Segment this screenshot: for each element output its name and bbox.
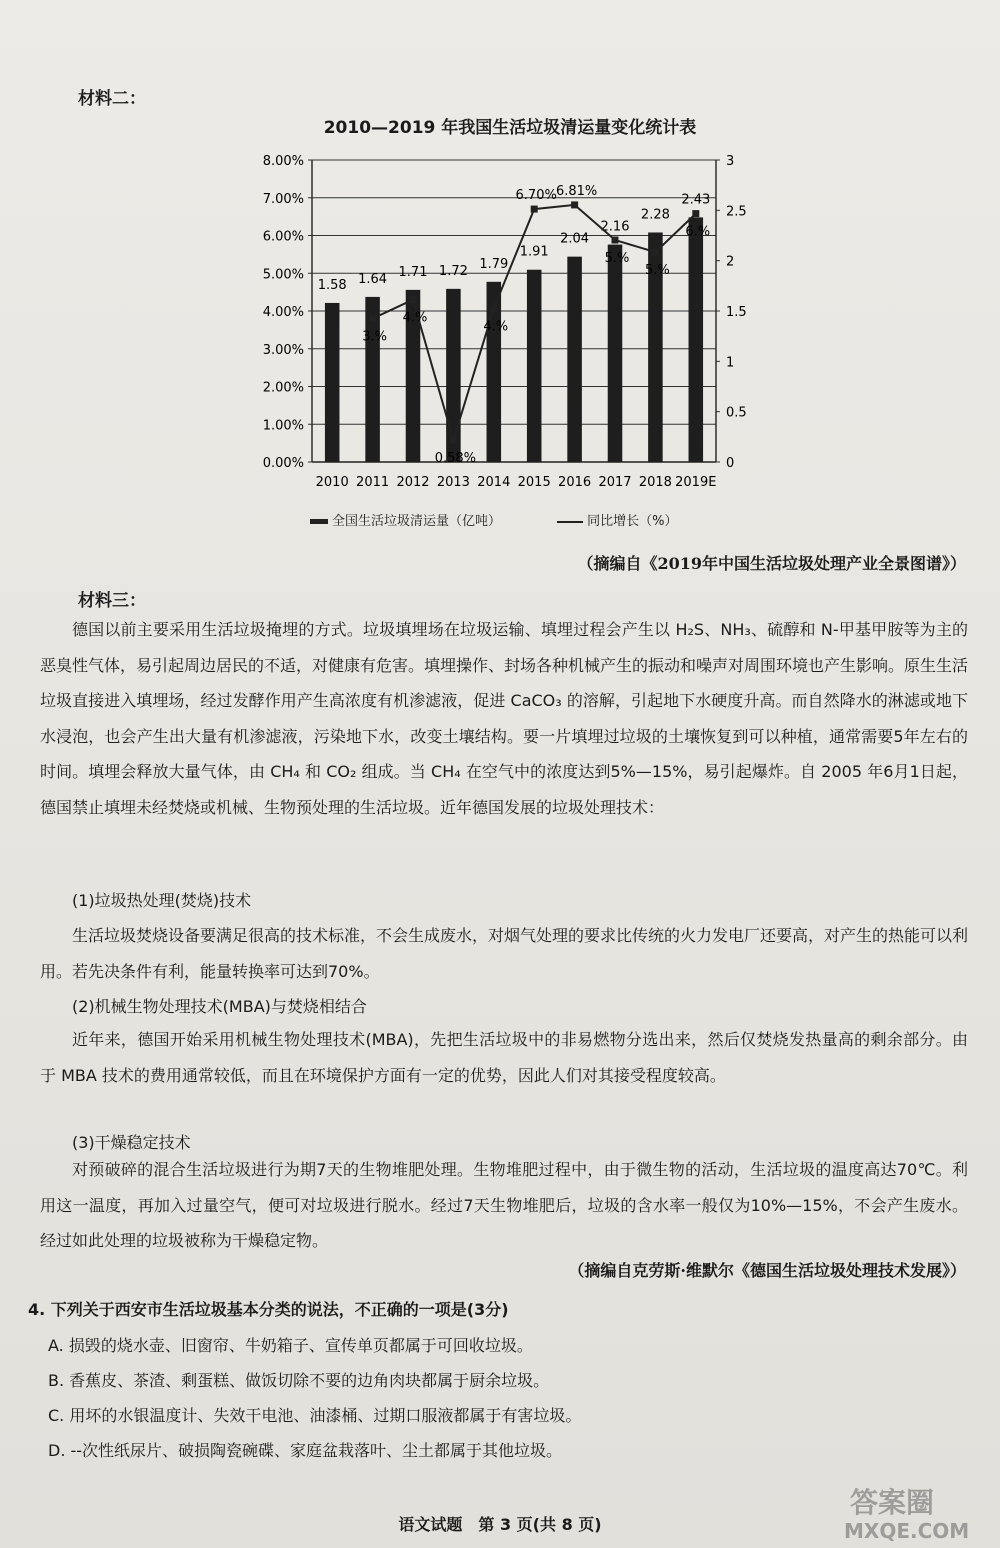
growth-point	[490, 305, 497, 312]
bar-value-label: 1.91	[519, 244, 549, 260]
legend-line-swatch	[557, 521, 583, 523]
y-left-tick-label: 4.00%	[262, 305, 304, 320]
y-right-tick-label: 1.5	[726, 305, 747, 320]
material2-source: （摘编自《2019年中国生活垃圾处理产业全景图谱》）	[577, 554, 966, 573]
option-c: C. 用坏的水银温度计、失效干电池、油漆桶、过期口服液都属于有害垃圾。	[48, 1406, 582, 1425]
bar-value-label: 1.72	[438, 263, 468, 279]
y-left-tick-label: 7.00%	[262, 191, 304, 207]
y-left-tick-label: 6.00%	[262, 229, 304, 245]
subsection2-text: 近年来，德国开始采用机械生物处理技术(MBA)，先把生活垃圾中的非易燃物分选出来，然后仅焚烧发热量高的剩余部分。由于 MBA 技术的费用通常较低，而且在环境保护方面有一定的优势，因此人们对其接受程度较高。	[40, 1030, 968, 1085]
y-right-tick-label: 2.5	[726, 204, 747, 220]
y-right-tick-label: 0	[726, 456, 735, 471]
bar-value-label: 1.79	[479, 256, 509, 272]
y-left-tick-label: 2.00%	[262, 380, 304, 396]
y-right-tick-label: 2	[726, 254, 735, 270]
bar	[527, 270, 542, 462]
x-tick-label: 2011	[356, 475, 390, 490]
subsection2-title: (2)机械生物处理技术(MBA)与焚烧相结合	[72, 997, 367, 1016]
bar	[325, 303, 340, 462]
option-d: D. --次性纸尿片、破损陶瓷碗碟、家庭盆栽落叶、尘土都属于其他垃圾。	[48, 1441, 563, 1460]
legend-bar-label: 全国生活垃圾清运量（亿吨）	[332, 514, 502, 529]
legend-line-series	[557, 514, 703, 529]
question-stem: 4. 下列关于西安市生活垃圾基本分类的说法，不正确的一项是(3分)	[28, 1300, 509, 1319]
bar	[446, 289, 461, 462]
y-left-tick-label: 5.00%	[262, 267, 304, 283]
growth-value-label: 6.%	[685, 224, 711, 240]
option-b: B. 香蕉皮、茶渣、剩蛋糕、做饭切除不要的边角肉块都属于厨余垃圾。	[48, 1371, 550, 1390]
growth-value-label: 6.81%	[555, 183, 598, 199]
bar-value-label: 2.04	[560, 231, 590, 247]
y-left-tick-label: 8.00%	[262, 154, 304, 169]
x-tick-label: 2013	[436, 475, 470, 490]
growth-value-label: 5.%	[604, 251, 630, 267]
bar-value-label: 2.16	[600, 219, 630, 235]
growth-point	[612, 237, 619, 244]
legend-line-label: 同比增长（%）	[587, 514, 678, 529]
x-tick-label: 2010	[315, 475, 349, 490]
growth-point	[692, 210, 699, 217]
x-tick-label: 2018	[638, 475, 672, 490]
chart-title: 2010—2019 年我国生活垃圾清运量变化统计表	[323, 118, 697, 138]
y-left-tick-label: 3.00%	[262, 342, 304, 358]
bar	[689, 217, 704, 462]
bar-value-label: 2.43	[681, 192, 711, 208]
growth-point	[369, 315, 376, 322]
subsection3-title: (3)干燥稳定技术	[72, 1133, 191, 1152]
growth-value-label: 6.70%	[515, 188, 557, 204]
growth-point	[450, 437, 457, 444]
legend-bar-series	[310, 514, 531, 529]
page-footer: 语文试题 第 3 页(共 8 页)	[398, 1515, 602, 1534]
material3-source: （摘编自克劳斯·维默尔《德国生活垃圾处理技术发展》）	[568, 1261, 966, 1280]
bar-value-label: 2.28	[640, 207, 670, 223]
growth-value-label: 3.%	[362, 329, 387, 345]
option-a: A. 损毁的烧水壶、旧窗帘、牛奶箱子、宣传单页都属于可回收垃圾。	[48, 1336, 533, 1355]
y-left-tick-label: 0.00%	[262, 456, 304, 471]
x-tick-label: 2019E	[675, 475, 717, 490]
y-left-tick-label: 1.00%	[262, 418, 304, 434]
growth-value-label: 0.58%	[434, 451, 477, 467]
chart-legend	[310, 510, 730, 529]
material3-heading: 材料三：	[78, 591, 146, 611]
material3-paragraph: 德国以前主要采用生活垃圾掩埋的方式。垃圾填埋场在垃圾运输、填埋过程会产生以 H₂S、NH₃、硫醇和 N-甲基甲胺等为主的恶臭性气体，易引起周边居民的不适，对健康有危害。填埋操作、封场各种机械产生的振动和噪声对周围环境也产生影响。原生生活垃圾直接进入填埋场，经过发酵作用产生高浓度有机渗滤液，促进 CaCO₃ 的溶解，引起地下水硬度升高。而自然降水的淋滤或地下水浸泡，也会产生出大量有机渗滤液，污染地下水，改变土壤结构。要一片填埋过垃圾的土壤恢复到可以种植，通常需要5年左右的时间。填埋会释放大量气体，由 CH₄ 和 CO₂ 组成。当 CH₄ 在空气中的浓度达到5%—15%，易引起爆炸。自 2005 年6月1日起，德国禁止填埋未经焚烧或机械、生物预处理的生活垃圾。近年德国发展的垃圾处理技术：	[40, 620, 969, 817]
x-tick-label: 2016	[558, 475, 592, 490]
x-tick-label: 2012	[396, 475, 430, 490]
subsection3-text: 对预破碎的混合生活垃圾进行为期7天的生物堆肥处理。生物堆肥过程中，由于微生物的活动，生活垃圾的温度高达70℃。利用这一温度，再加入过量空气，便可对垃圾进行脱水。经过7天生物堆肥后，垃圾的含水率一般仅为10%—15%，不会产生废水。经过如此处理的垃圾被称为干燥稳定物。	[40, 1160, 968, 1250]
growth-value-label: 4.%	[402, 310, 428, 326]
watermark-logo	[830, 1478, 990, 1546]
bar-value-label: 1.58	[317, 277, 347, 293]
watermark-text-url: MXQE.COM	[844, 1519, 970, 1543]
bar-value-label: 1.64	[358, 271, 388, 287]
y-right-tick-label: 3	[726, 154, 735, 169]
chart	[0, 0, 1000, 520]
x-tick-label: 2014	[477, 475, 511, 490]
growth-point	[531, 206, 538, 213]
watermark-text-main: 答案圈	[850, 1486, 935, 1519]
x-tick-label: 2017	[598, 475, 632, 490]
growth-point	[652, 249, 659, 256]
subsection1-text: 生活垃圾焚烧设备要满足很高的技术标准，不会生成废水，对烟气处理的要求比传统的火力发电厂还要高，对产生的热能可以利用。若先决条件有利，能量转换率可达到70%。	[40, 926, 969, 981]
bar	[567, 257, 582, 462]
growth-point	[571, 201, 578, 208]
growth-value-label: 5.%	[645, 263, 670, 279]
y-right-tick-label: 1	[726, 355, 735, 371]
y-right-tick-label: 0.5	[726, 405, 747, 421]
legend-bar-swatch	[310, 519, 328, 524]
growth-point	[410, 296, 417, 303]
bar	[608, 245, 623, 462]
material2-heading: 材料二：	[78, 89, 146, 109]
subsection1-title: (1)垃圾热处理(焚烧)技术	[72, 891, 252, 910]
bar-value-label: 1.71	[398, 264, 428, 280]
x-tick-label: 2015	[517, 475, 551, 490]
growth-value-label: 4.%	[483, 319, 509, 335]
